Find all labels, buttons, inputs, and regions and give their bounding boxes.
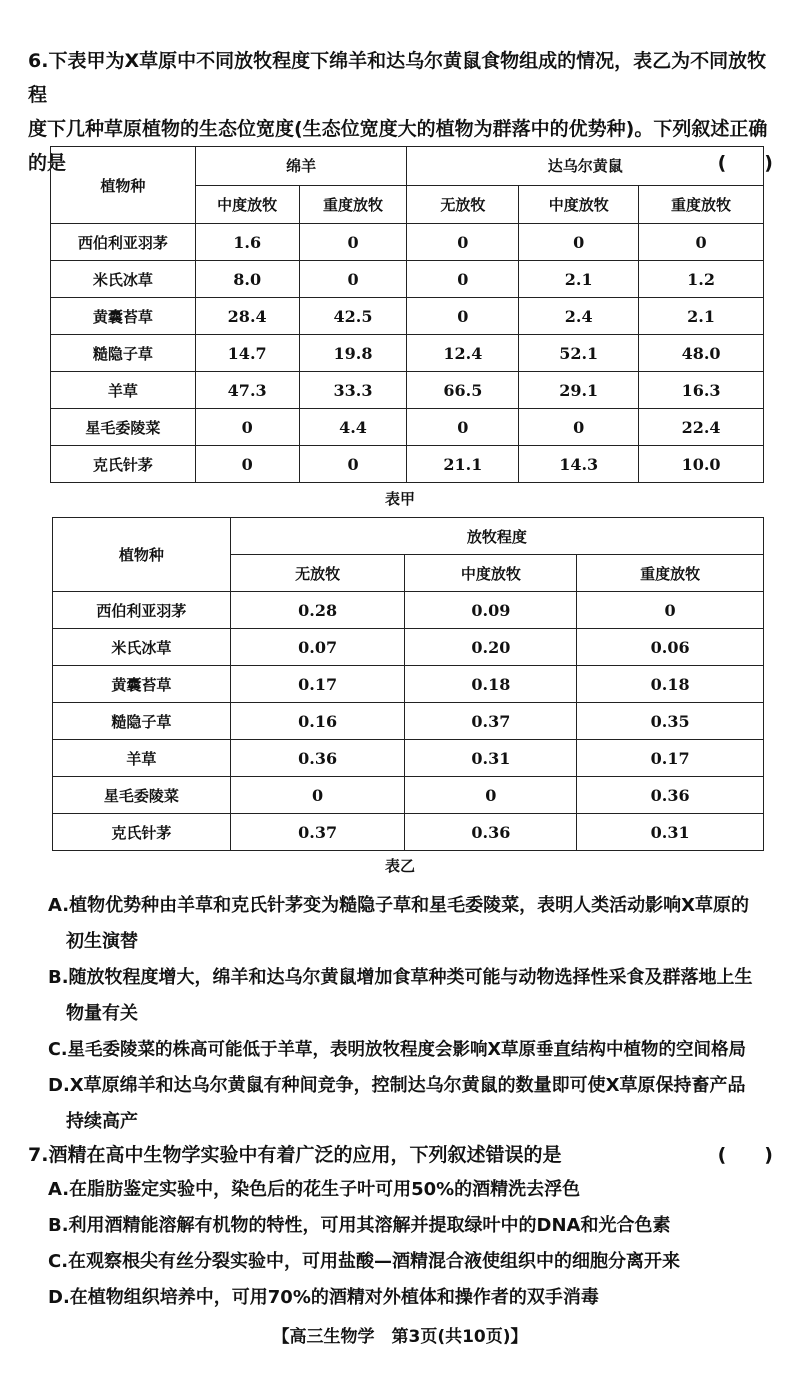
q7-option-b: B.利用酒精能溶解有机物的特性，可用其溶解并提取绿叶中的DNA和光合色素 xyxy=(48,1215,671,1236)
cell-value: 0 xyxy=(230,777,405,814)
plant-name: 星毛委陵菜 xyxy=(53,777,231,814)
table-row xyxy=(53,666,764,703)
plant-name: 西伯利亚羽茅 xyxy=(53,592,231,629)
cell-value: 0.07 xyxy=(230,629,405,666)
cell-value: 0 xyxy=(407,224,519,261)
table-row xyxy=(51,298,764,335)
plant-name: 黄囊苔草 xyxy=(51,298,196,335)
table-row xyxy=(51,409,764,446)
cell-value: 10.0 xyxy=(639,446,764,483)
table-a-caption: 表甲 xyxy=(384,490,415,508)
cell-value: 2.1 xyxy=(519,261,639,298)
cell-value: 0 xyxy=(407,409,519,446)
cell-value: 8.0 xyxy=(195,261,299,298)
cell-value: 28.4 xyxy=(195,298,299,335)
table-row xyxy=(53,703,764,740)
cell-value: 14.3 xyxy=(519,446,639,483)
table-b-subheader: 中度放牧 xyxy=(405,555,577,592)
table-b-header-grazing: 放牧程度 xyxy=(230,518,763,555)
plant-name: 米氏冰草 xyxy=(53,629,231,666)
cell-value: 21.1 xyxy=(407,446,519,483)
cell-value: 14.7 xyxy=(195,335,299,372)
cell-value: 1.6 xyxy=(195,224,299,261)
table-a xyxy=(50,146,764,483)
table-a-subheader: 重度放牧 xyxy=(299,185,407,224)
cell-value: 0 xyxy=(519,409,639,446)
q6-option-b: B.随放牧程度增大，绵羊和达乌尔黄鼠增加食草种类可能与动物选择性采食及群落地上生 物量有关 xyxy=(48,967,753,1024)
q6-option-c: C.星毛委陵菜的株高可能低于羊草，表明放牧程度会影响X草原垂直结构中植物的空间格局 xyxy=(48,1040,746,1060)
cell-value: 0.09 xyxy=(405,592,577,629)
table-a-header-sheep: 绵羊 xyxy=(195,147,407,186)
q7-stem: 7.酒精在高中生物学实验中有着广泛的应用，下列叙述错误的是 ( ) xyxy=(28,1138,773,1172)
cell-value: 16.3 xyxy=(639,372,764,409)
cell-value: 0.36 xyxy=(230,740,405,777)
cell-value: 0.36 xyxy=(577,777,764,814)
table-row xyxy=(51,261,764,298)
cell-value: 0 xyxy=(407,261,519,298)
cell-value: 48.0 xyxy=(639,335,764,372)
table-row xyxy=(53,740,764,777)
cell-value: 52.1 xyxy=(519,335,639,372)
cell-value: 19.8 xyxy=(299,335,407,372)
table-row xyxy=(53,592,764,629)
q6-stem-line-2: 度下几种草原植物的生态位宽度(生态位宽度大的植物为群落中的优势种)。下列叙述正确 xyxy=(28,118,768,140)
q6-number: 6. xyxy=(28,50,49,72)
plant-name: 星毛委陵菜 xyxy=(51,409,196,446)
table-row xyxy=(53,629,764,666)
cell-value: 0.06 xyxy=(577,629,764,666)
q7-answer-bracket: ( ) xyxy=(717,1144,773,1166)
table-a-subheader: 重度放牧 xyxy=(639,185,764,224)
q7-option-a: A.在脂肪鉴定实验中，染色后的花生子叶可用50%的酒精洗去浮色 xyxy=(48,1179,581,1200)
table-a-header-plant: 植物种 xyxy=(51,147,196,224)
table-b-subheader: 重度放牧 xyxy=(577,555,764,592)
page-footer: 【高三生物学 第3页(共10页)】 xyxy=(272,1327,528,1347)
table-row xyxy=(51,446,764,483)
table-b xyxy=(52,517,764,851)
cell-value: 0 xyxy=(299,446,407,483)
cell-value: 0.37 xyxy=(230,814,405,851)
cell-value: 4.4 xyxy=(299,409,407,446)
table-b-subheader: 无放牧 xyxy=(230,555,405,592)
plant-name: 克氏针茅 xyxy=(53,814,231,851)
q7-option-d: D.在植物组织培养中，可用70%的酒精对外植体和操作者的双手消毒 xyxy=(48,1287,599,1308)
q7-option-c: C.在观察根尖有丝分裂实验中，可用盐酸—酒精混合液使组织中的细胞分离开来 xyxy=(48,1251,681,1272)
cell-value: 0 xyxy=(519,224,639,261)
cell-value: 0.36 xyxy=(405,814,577,851)
cell-value: 0 xyxy=(405,777,577,814)
table-row xyxy=(53,814,764,851)
q6-option-a: A.植物优势种由羊草和克氏针茅变为糙隐子草和星毛委陵菜，表明人类活动影响X草原的 初生演替 xyxy=(48,895,749,952)
cell-value: 0.16 xyxy=(230,703,405,740)
cell-value: 0 xyxy=(195,409,299,446)
cell-value: 0.18 xyxy=(577,666,764,703)
plant-name: 糙隐子草 xyxy=(53,703,231,740)
table-row xyxy=(51,335,764,372)
table-b-header-plant: 植物种 xyxy=(53,518,231,592)
cell-value: 0.17 xyxy=(230,666,405,703)
cell-value: 0.18 xyxy=(405,666,577,703)
cell-value: 47.3 xyxy=(195,372,299,409)
cell-value: 0.31 xyxy=(577,814,764,851)
plant-name: 糙隐子草 xyxy=(51,335,196,372)
table-a-header-rat: 达乌尔黄鼠 xyxy=(407,147,764,186)
q6-option-d: D.X草原绵羊和达乌尔黄鼠有种间竞争，控制达乌尔黄鼠的数量即可使X草原保持畜产品 持续高产 xyxy=(48,1075,746,1132)
cell-value: 1.2 xyxy=(639,261,764,298)
table-row xyxy=(51,372,764,409)
cell-value: 42.5 xyxy=(299,298,407,335)
cell-value: 0.31 xyxy=(405,740,577,777)
cell-value: 2.1 xyxy=(639,298,764,335)
plant-name: 羊草 xyxy=(53,740,231,777)
cell-value: 12.4 xyxy=(407,335,519,372)
q6-stem-line-3: 的是 ( ) xyxy=(28,146,773,180)
cell-value: 0.35 xyxy=(577,703,764,740)
table-row xyxy=(53,777,764,814)
table-a-subheader: 中度放牧 xyxy=(195,185,299,224)
table-b-caption: 表乙 xyxy=(384,857,415,875)
plant-name: 羊草 xyxy=(51,372,196,409)
cell-value: 0 xyxy=(577,592,764,629)
cell-value: 0 xyxy=(639,224,764,261)
cell-value: 0.28 xyxy=(230,592,405,629)
cell-value: 2.4 xyxy=(519,298,639,335)
cell-value: 0 xyxy=(407,298,519,335)
plant-name: 黄囊苔草 xyxy=(53,666,231,703)
plant-name: 米氏冰草 xyxy=(51,261,196,298)
q6-stem-line-1: 6.下表甲为X草原中不同放牧程度下绵羊和达乌尔黄鼠食物组成的情况，表乙为不同放牧程 xyxy=(28,50,767,106)
plant-name: 西伯利亚羽茅 xyxy=(51,224,196,261)
table-a-subheader: 无放牧 xyxy=(407,185,519,224)
cell-value: 0 xyxy=(299,261,407,298)
cell-value: 0 xyxy=(195,446,299,483)
cell-value: 0.17 xyxy=(577,740,764,777)
table-a-subheader: 中度放牧 xyxy=(519,185,639,224)
cell-value: 33.3 xyxy=(299,372,407,409)
table-row xyxy=(51,224,764,261)
cell-value: 0.37 xyxy=(405,703,577,740)
plant-name: 克氏针茅 xyxy=(51,446,196,483)
cell-value: 0.20 xyxy=(405,629,577,666)
cell-value: 0 xyxy=(299,224,407,261)
cell-value: 66.5 xyxy=(407,372,519,409)
q6-answer-bracket: ( ) xyxy=(717,152,773,174)
cell-value: 29.1 xyxy=(519,372,639,409)
cell-value: 22.4 xyxy=(639,409,764,446)
